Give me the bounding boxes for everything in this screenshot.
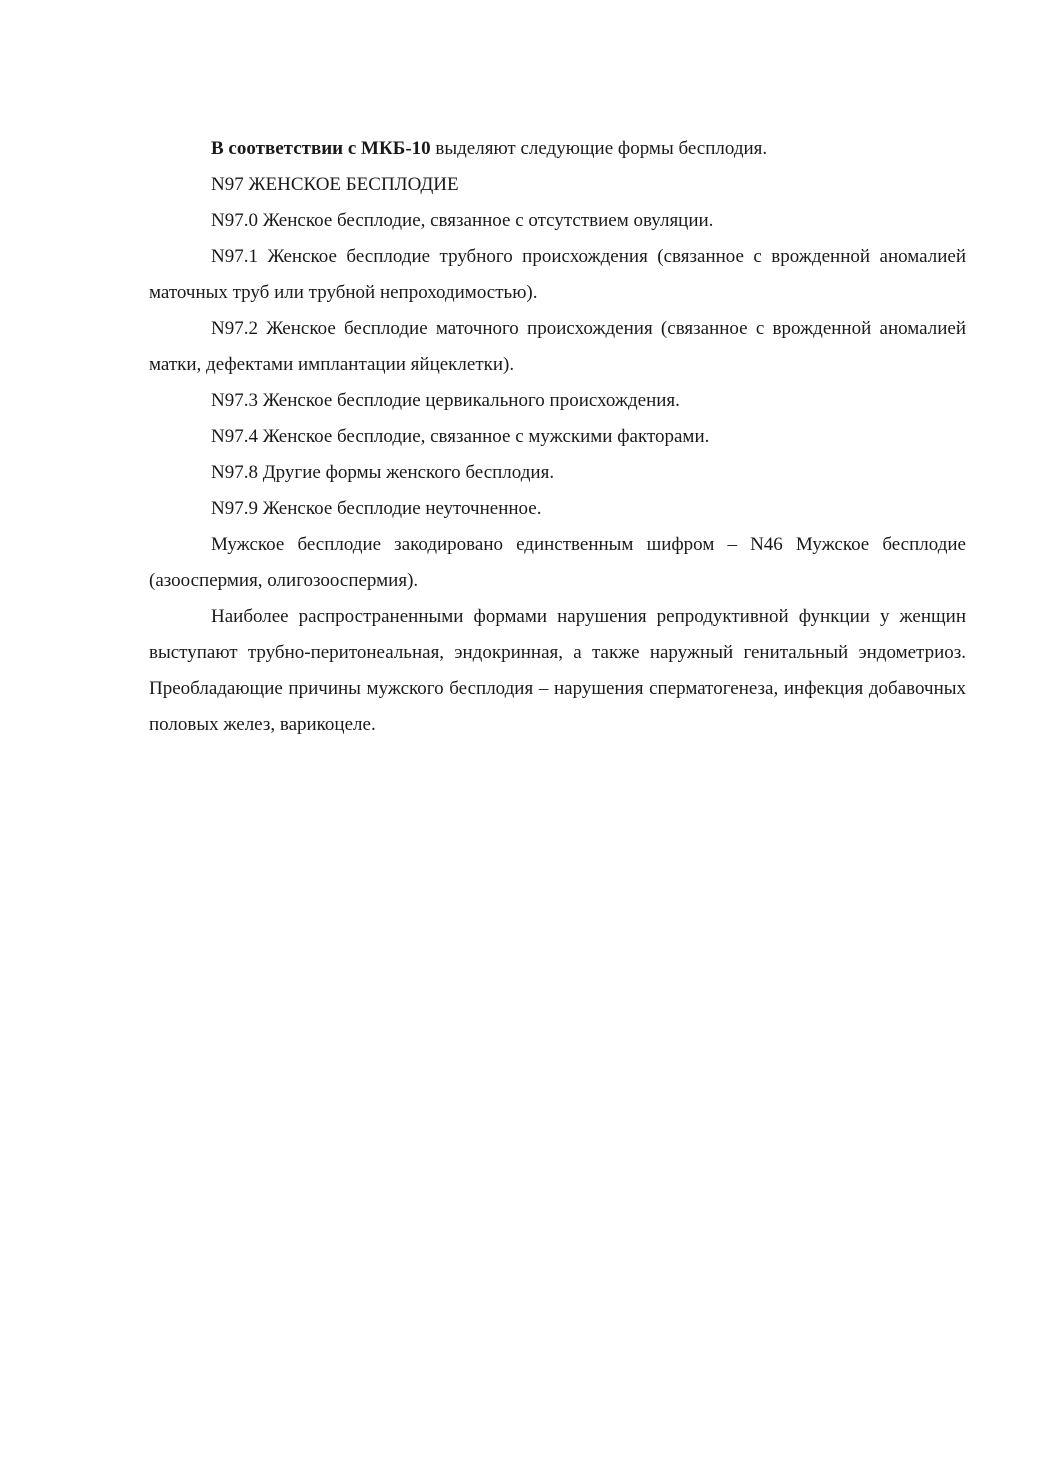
intro-bold-text: В соответствии с МКБ-10 bbox=[211, 138, 431, 159]
item-n97-8: N97.8 Другие формы женского бесплодия. bbox=[211, 462, 555, 483]
item-n97-0: N97.0 Женское бесплодие, связанное с отсутствием овуляции. bbox=[211, 210, 714, 231]
heading-n97: N97 ЖЕНСКОЕ БЕСПЛОДИЕ bbox=[211, 174, 459, 195]
item-n97-4: N97.4 Женское бесплодие, связанное с мужскими факторами. bbox=[211, 426, 710, 447]
closing-paragraph: Наиболее распространенными формами нарушения репродуктивной функции у женщин выступают трубно-перитонеальная, эндокринная, а также наружный генитальный эндометриоз. Преобладающие причины мужского бесплодия – нарушения сперматогенеза, инфекция добавочных половых желез, варикоцеле. bbox=[149, 606, 966, 735]
male-infertility-paragraph: Мужское бесплодие закодировано единственным шифром – N46 Мужское бесплодие (азооспермия, олигозооспермия). bbox=[149, 534, 966, 591]
item-n97-2: N97.2 Женское бесплодие маточного происхождения (связанное с врожденной аномалией матки, дефектами имплантации яйцеклетки). bbox=[149, 318, 966, 375]
item-n97-9: N97.9 Женское бесплодие неуточненное. bbox=[211, 498, 542, 519]
item-n97-3: N97.3 Женское бесплодие цервикального происхождения. bbox=[211, 390, 680, 411]
item-n97-1: N97.1 Женское бесплодие трубного происхождения (связанное с врожденной аномалией маточных труб или трубной непроходимостью). bbox=[149, 246, 966, 303]
intro-paragraph bbox=[149, 131, 966, 167]
document-body bbox=[149, 131, 966, 743]
intro-text: выделяют следующие формы бесплодия. bbox=[430, 138, 768, 159]
